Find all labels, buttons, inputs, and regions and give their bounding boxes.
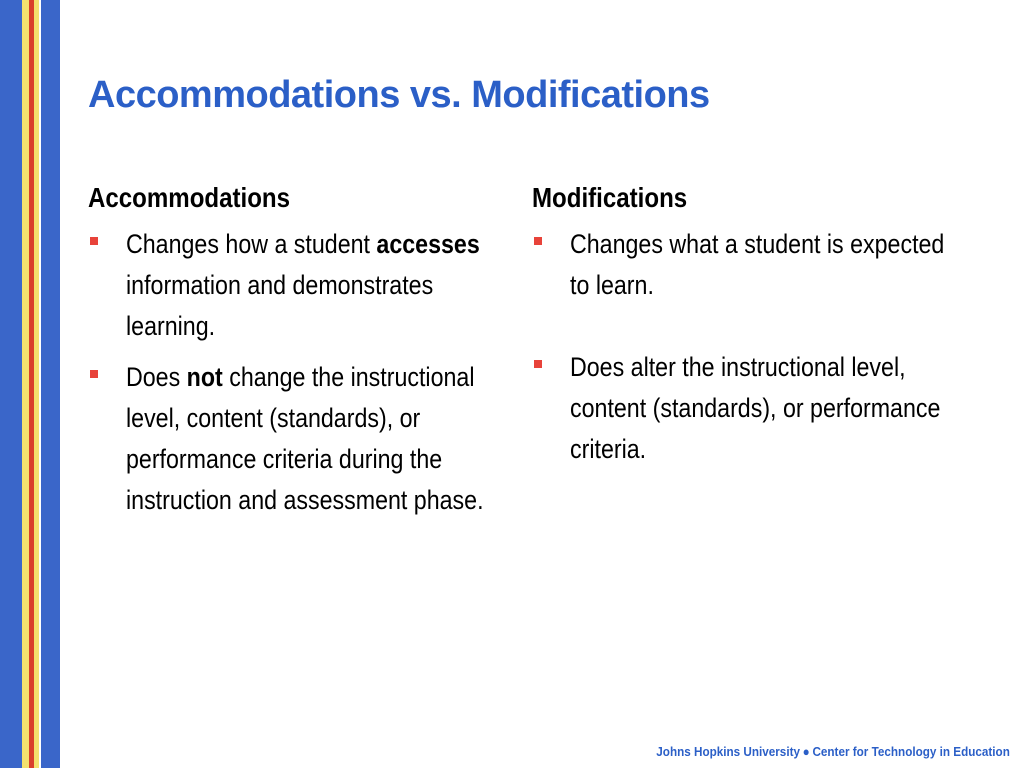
accommodations-column	[88, 180, 498, 531]
square-bullet-icon	[90, 237, 98, 245]
modifications-column	[532, 180, 972, 480]
square-bullet-icon	[90, 370, 98, 378]
modifications-heading: Modifications	[532, 182, 688, 213]
list-item	[532, 347, 972, 470]
footer-center: Center for Technology in Education	[812, 744, 1010, 759]
accommodations-heading: Accommodations	[88, 182, 291, 213]
slide-title: Accommodations vs. Modifications	[88, 74, 710, 116]
list-item-text: Changes what a student is expected to learn.	[570, 229, 945, 300]
list-item-text: Does not change the instructional level, content (standards), or performance criteria during the instruction and assessment phase.	[126, 362, 484, 515]
bullet-dot-icon: ●	[802, 744, 810, 759]
decorative-stripes	[0, 0, 60, 768]
list-item	[88, 224, 498, 347]
footer	[656, 744, 1010, 759]
modifications-list	[532, 224, 972, 470]
list-item	[88, 357, 498, 521]
list-item	[532, 224, 972, 306]
list-item-text: Changes how a student accesses information and demonstrates learning.	[126, 229, 480, 341]
footer-university: Johns Hopkins University	[656, 744, 801, 759]
square-bullet-icon	[534, 360, 542, 368]
list-item-text: Does alter the instructional level, content (standards), or performance criteria.	[570, 352, 941, 464]
square-bullet-icon	[534, 237, 542, 245]
accommodations-list	[88, 224, 498, 521]
